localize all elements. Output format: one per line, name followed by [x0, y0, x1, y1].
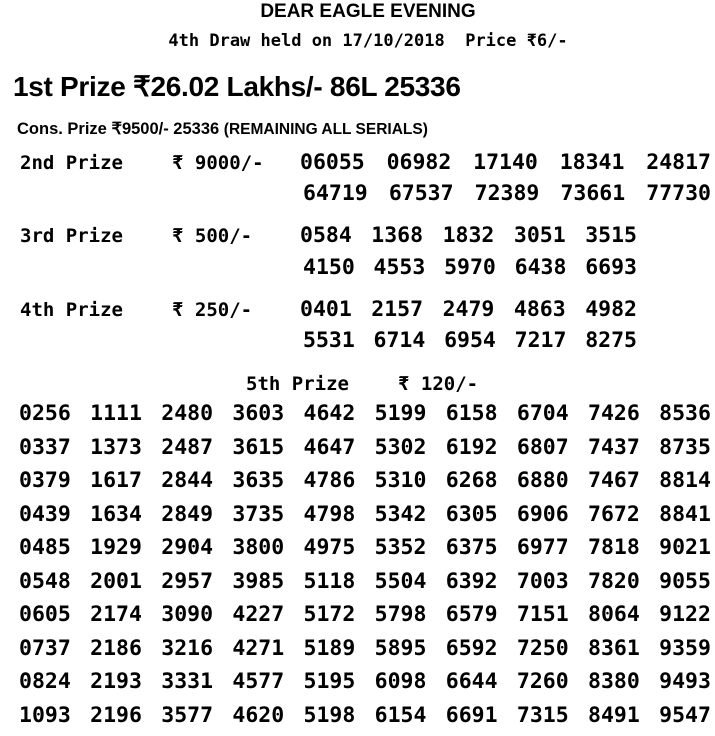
prize-number: 8380 — [588, 669, 640, 703]
prize-number: 2479 — [443, 297, 495, 323]
prize-number: 3735 — [232, 502, 284, 536]
prize-number: 7217 — [515, 328, 567, 354]
prize-number: 9021 — [659, 535, 711, 569]
fourth-prize-amount: ₹ 250/- — [172, 298, 252, 322]
prize-number: 6098 — [375, 669, 427, 703]
prize-number: 0401 — [300, 297, 352, 323]
prize-number: 1093 — [19, 703, 71, 736]
prize-number: 6592 — [446, 636, 498, 670]
prize-number: 7437 — [588, 435, 640, 469]
prize-number: 6693 — [585, 255, 637, 281]
prize-number: 3603 — [232, 401, 284, 435]
prize-number: 9055 — [659, 569, 711, 603]
prize-number: 8491 — [588, 703, 640, 736]
fifth-prize-row — [19, 703, 711, 736]
prize-number: 6375 — [446, 535, 498, 569]
prize-number: 4982 — [585, 297, 637, 323]
prize-number: 17140 — [473, 150, 538, 176]
prize-number: 8361 — [588, 636, 640, 670]
prize-number: 2157 — [371, 297, 423, 323]
prize-number: 1832 — [443, 223, 495, 249]
prize-number: 0737 — [19, 636, 71, 670]
prize-number: 9122 — [659, 602, 711, 636]
consolation-prize-note: (REMAINING ALL SERIALS) — [224, 121, 428, 138]
prize-number: 5504 — [375, 569, 427, 603]
prize-number: 5118 — [304, 569, 356, 603]
prize-number: 6305 — [446, 502, 498, 536]
fourth-prize-numbers-row-2 — [303, 328, 637, 354]
fifth-prize-amount: ₹ 120/- — [398, 372, 478, 396]
prize-number: 6691 — [446, 703, 498, 736]
prize-number: 6158 — [446, 401, 498, 435]
prize-number: 7820 — [588, 569, 640, 603]
prize-number: 8275 — [585, 328, 637, 354]
prize-number: 6880 — [517, 468, 569, 502]
prize-number: 3800 — [232, 535, 284, 569]
prize-number: 7315 — [517, 703, 569, 736]
prize-number: 7467 — [588, 468, 640, 502]
prize-number: 2193 — [90, 669, 142, 703]
prize-number: 2487 — [161, 435, 213, 469]
prize-number: 8814 — [659, 468, 711, 502]
prize-number: 64719 — [303, 181, 368, 207]
second-prize-label: 2nd Prize — [20, 151, 123, 175]
prize-number: 2480 — [161, 401, 213, 435]
prize-number: 0824 — [19, 669, 71, 703]
prize-number: 8064 — [588, 602, 640, 636]
prize-number: 6704 — [517, 401, 569, 435]
third-prize-numbers-row-1 — [300, 223, 637, 249]
fifth-prize-row — [19, 669, 711, 703]
fifth-prize-row — [19, 502, 711, 536]
prize-number: 5895 — [375, 636, 427, 670]
prize-number: 2174 — [90, 602, 142, 636]
prize-number: 2844 — [161, 468, 213, 502]
prize-number: 5198 — [304, 703, 356, 736]
prize-number: 5195 — [304, 669, 356, 703]
prize-number: 5970 — [444, 255, 496, 281]
prize-number: 6714 — [374, 328, 426, 354]
third-prize-amount: ₹ 500/- — [172, 224, 252, 248]
fifth-prize-label: 5th Prize — [246, 372, 349, 396]
second-prize-amount: ₹ 9000/- — [172, 151, 264, 175]
prize-number: 0584 — [300, 223, 352, 249]
prize-number: 6438 — [515, 255, 567, 281]
prize-number: 5310 — [375, 468, 427, 502]
fifth-prize-row — [19, 535, 711, 569]
prize-number: 0379 — [19, 468, 71, 502]
fifth-prize-row — [19, 468, 711, 502]
prize-number: 6154 — [375, 703, 427, 736]
prize-number: 5798 — [375, 602, 427, 636]
prize-number: 1368 — [371, 223, 423, 249]
prize-number: 3331 — [161, 669, 213, 703]
prize-number: 1617 — [90, 468, 142, 502]
prize-number: 0256 — [19, 401, 71, 435]
fifth-prize-row — [19, 435, 711, 469]
prize-number: 9547 — [659, 703, 711, 736]
prize-number: 72389 — [475, 181, 540, 207]
fourth-prize-numbers-row-1 — [300, 297, 637, 323]
fourth-prize-label: 4th Prize — [20, 298, 123, 322]
prize-number: 7426 — [588, 401, 640, 435]
prize-number: 0337 — [19, 435, 71, 469]
prize-number: 18341 — [560, 150, 625, 176]
prize-number: 9493 — [659, 669, 711, 703]
prize-number: 2196 — [90, 703, 142, 736]
prize-number: 7250 — [517, 636, 569, 670]
prize-number: 3090 — [161, 602, 213, 636]
prize-number: 5342 — [375, 502, 427, 536]
prize-number: 6644 — [446, 669, 498, 703]
prize-number: 4863 — [514, 297, 566, 323]
fifth-prize-row — [19, 401, 711, 435]
prize-number: 5172 — [304, 602, 356, 636]
prize-number: 4798 — [304, 502, 356, 536]
fifth-prize-numbers-grid — [19, 401, 711, 736]
prize-number: 0439 — [19, 502, 71, 536]
prize-number: 3051 — [514, 223, 566, 249]
prize-number: 2186 — [90, 636, 142, 670]
prize-number: 7672 — [588, 502, 640, 536]
prize-number: 2904 — [161, 535, 213, 569]
prize-number: 0485 — [19, 535, 71, 569]
prize-number: 2001 — [90, 569, 142, 603]
prize-number: 4150 — [303, 255, 355, 281]
third-prize-numbers-row-2 — [303, 255, 637, 281]
prize-number: 3635 — [232, 468, 284, 502]
prize-number: 4620 — [232, 703, 284, 736]
prize-number: 4786 — [304, 468, 356, 502]
prize-number: 77730 — [646, 181, 711, 207]
prize-number: 24817 — [646, 150, 711, 176]
prize-number: 4577 — [232, 669, 284, 703]
prize-number: 3615 — [232, 435, 284, 469]
prize-number: 2957 — [161, 569, 213, 603]
consolation-prize — [17, 118, 428, 141]
fifth-prize-row — [19, 602, 711, 636]
prize-number: 2849 — [161, 502, 213, 536]
prize-number: 5189 — [304, 636, 356, 670]
prize-number: 1929 — [90, 535, 142, 569]
prize-number: 0548 — [19, 569, 71, 603]
prize-number: 1111 — [90, 401, 142, 435]
prize-number: 7151 — [517, 602, 569, 636]
draw-info: 4th Draw held on 17/10/2018 Price ₹6/- — [0, 30, 715, 52]
third-prize-label: 3rd Prize — [20, 224, 123, 248]
prize-number: 6954 — [444, 328, 496, 354]
prize-number: 1373 — [90, 435, 142, 469]
prize-number: 4553 — [374, 255, 426, 281]
prize-number: 4647 — [304, 435, 356, 469]
fifth-prize-row — [19, 636, 711, 670]
prize-number: 4642 — [304, 401, 356, 435]
prize-number: 7818 — [588, 535, 640, 569]
prize-number: 6192 — [446, 435, 498, 469]
prize-number: 7003 — [517, 569, 569, 603]
prize-number: 9359 — [659, 636, 711, 670]
prize-number: 6977 — [517, 535, 569, 569]
second-prize-numbers-row-1 — [300, 150, 711, 176]
prize-number: 67537 — [389, 181, 454, 207]
prize-number: 6268 — [446, 468, 498, 502]
prize-number: 5302 — [375, 435, 427, 469]
prize-number: 3985 — [232, 569, 284, 603]
second-prize-numbers-row-2 — [303, 181, 711, 207]
prize-number: 06055 — [300, 150, 365, 176]
prize-number: 3577 — [161, 703, 213, 736]
prize-number: 3515 — [585, 223, 637, 249]
prize-number: 1634 — [90, 502, 142, 536]
prize-number: 8735 — [659, 435, 711, 469]
prize-number: 4271 — [232, 636, 284, 670]
prize-number: 6807 — [517, 435, 569, 469]
prize-number: 6392 — [446, 569, 498, 603]
result-title: DEAR EAGLE EVENING — [0, 0, 715, 24]
fifth-prize-row — [19, 569, 711, 603]
prize-number: 0605 — [19, 602, 71, 636]
prize-number: 5199 — [375, 401, 427, 435]
consolation-prize-text: Cons. Prize ₹9500/- 25336 — [17, 120, 219, 138]
prize-number: 5531 — [303, 328, 355, 354]
prize-number: 8841 — [659, 502, 711, 536]
prize-number: 73661 — [560, 181, 625, 207]
prize-number: 3216 — [161, 636, 213, 670]
prize-number: 4227 — [232, 602, 284, 636]
prize-number: 7260 — [517, 669, 569, 703]
prize-number: 5352 — [375, 535, 427, 569]
prize-number: 6579 — [446, 602, 498, 636]
prize-number: 6906 — [517, 502, 569, 536]
prize-number: 4975 — [304, 535, 356, 569]
prize-number: 8536 — [659, 401, 711, 435]
prize-number: 06982 — [387, 150, 452, 176]
first-prize: 1st Prize ₹26.02 Lakhs/- 86L 25336 — [13, 70, 461, 104]
